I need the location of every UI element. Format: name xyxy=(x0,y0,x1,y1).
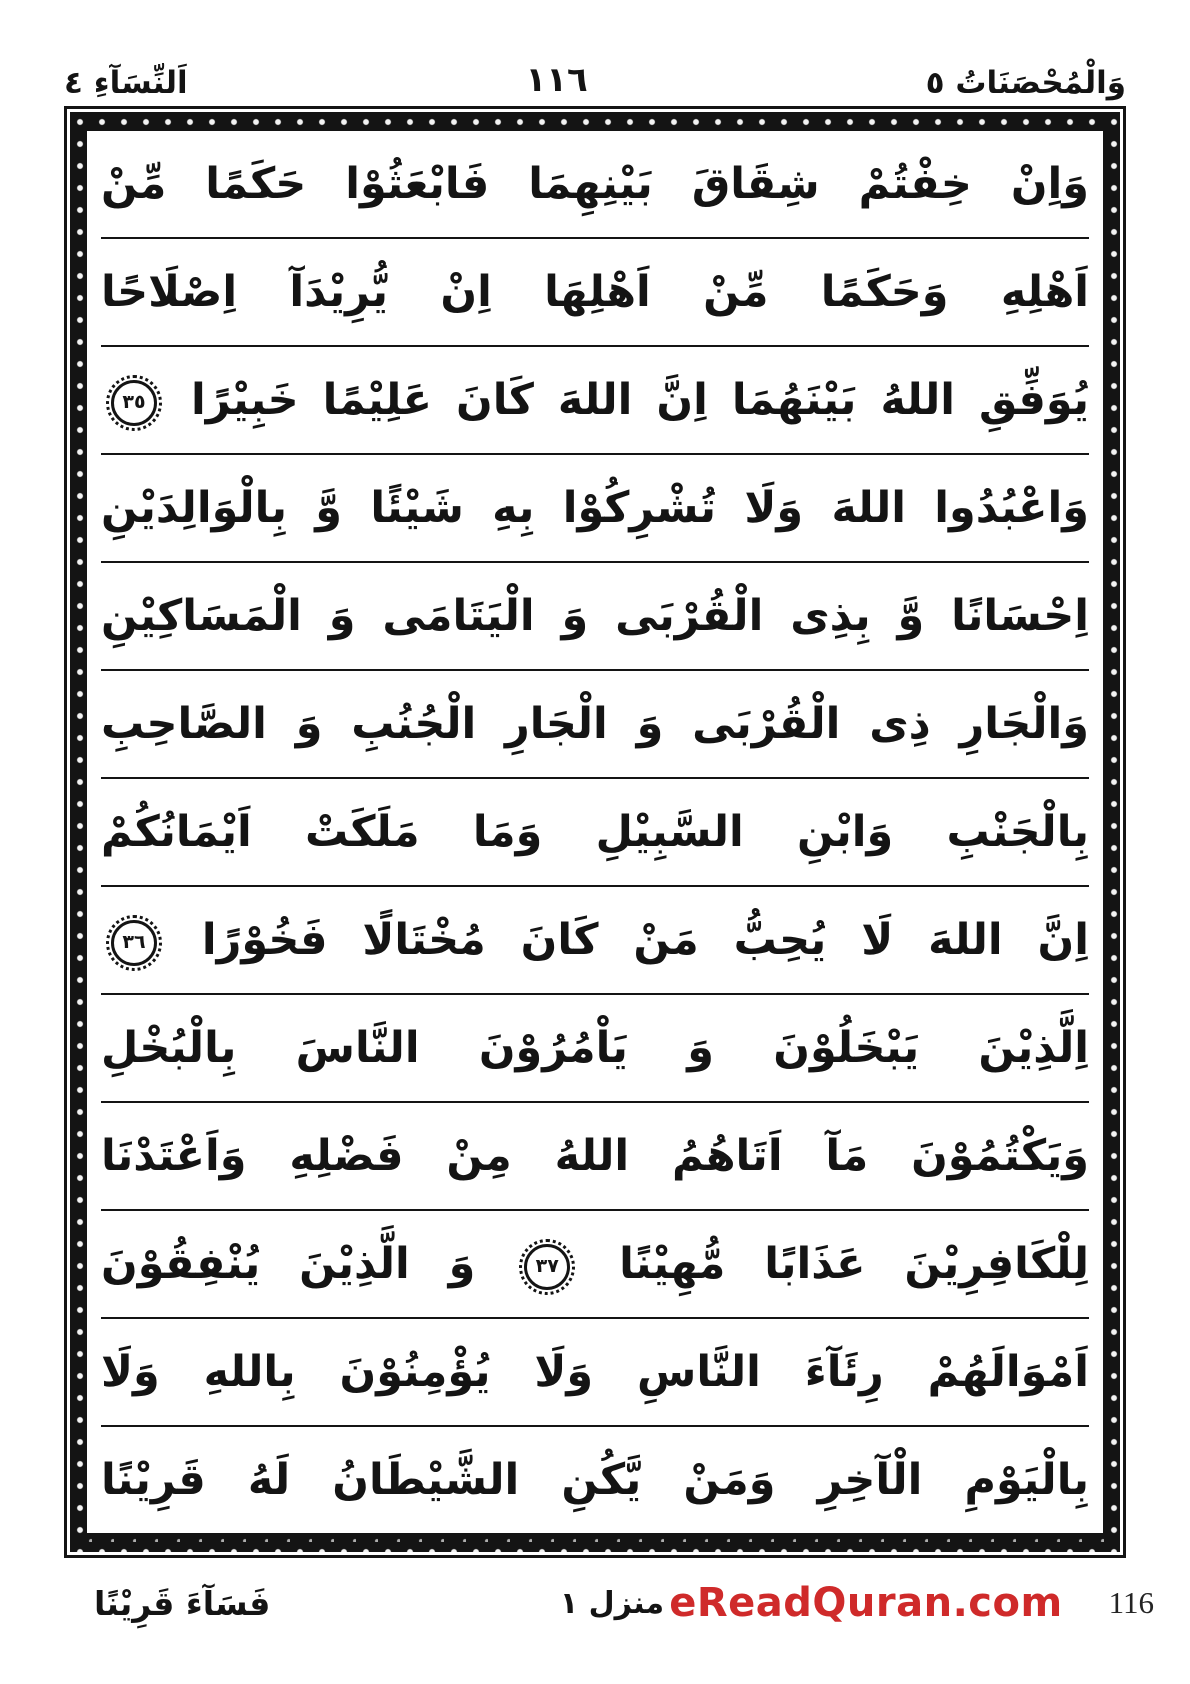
quran-text-line xyxy=(101,779,1089,887)
page-footer xyxy=(64,1568,1160,1638)
quran-text-segment: وَالْجَارِ ذِى الْقُرْبَى وَ الْجَارِ الْجُنُبِ وَ الصَّاحِبِ xyxy=(101,699,1089,749)
quran-text-segment: اَمْوَالَهُمْ رِئَآءَ النَّاسِ وَلَا يُؤْمِنُوْنَ بِاللهِ وَلَا xyxy=(101,1347,1089,1397)
quran-text-segment: وَ الَّذِيْنَ يُنْفِقُوْنَ xyxy=(101,1239,476,1289)
quran-text-segment: لِلْكَافِرِيْنَ عَذَابًا مُّهِيْنًا xyxy=(619,1239,1089,1289)
verse-end-marker: ٣٥ xyxy=(111,380,157,426)
catchword-label: فَسَآءَ قَرِيْنًا xyxy=(94,1583,271,1623)
quran-text-segment: اَهْلِهِ وَحَكَمًا مِّنْ اَهْلِهَا اِنْ يُّرِيْدَآ اِصْلَاحًا xyxy=(101,267,1089,317)
quran-text-line xyxy=(101,995,1089,1103)
quran-text-segment: اِلَّذِيْنَ يَبْخَلُوْنَ وَ يَاْمُرُوْنَ النَّاسَ بِالْبُخْلِ xyxy=(101,1023,1089,1073)
page-header xyxy=(64,34,1126,100)
quran-text-line xyxy=(101,131,1089,239)
juz-name-label: وَالْمُحْصَنَاتُ ٥ xyxy=(925,64,1126,101)
quran-text-segment: يُوَفِّقِ اللهُ بَيْنَهُمَا اِنَّ اللهَ كَانَ عَلِيْمًا خَبِيْرًا xyxy=(191,375,1089,425)
quran-text-segment: وَاِنْ خِفْتُمْ شِقَاقَ بَيْنِهِمَا فَابْعَثُوْا حَكَمًا مِّنْ xyxy=(101,159,1089,209)
quran-text-area xyxy=(85,129,1105,1535)
quran-text-segment: اِحْسَانًا وَّ بِذِى الْقُرْبَى وَ الْيَتَامَى وَ الْمَسَاكِيْنِ xyxy=(101,591,1089,641)
watermark-text: eReadQuran.com xyxy=(669,1580,1063,1626)
quran-text-line xyxy=(101,1319,1089,1427)
quran-text-segment: بِالْيَوْمِ الْآخِرِ وَمَنْ يَّكُنِ الشَّيْطَانُ لَهُ قَرِيْنًا xyxy=(101,1455,1089,1505)
quran-text-segment: بِالْجَنْبِ وَابْنِ السَّبِيْلِ وَمَا مَلَكَتْ اَيْمَانُكُمْ xyxy=(101,807,1089,857)
quran-frame xyxy=(64,106,1126,1558)
quran-text-segment: اِنَّ اللهَ لَا يُحِبُّ مَنْ كَانَ مُخْتَالًا فَخُوْرًا xyxy=(201,915,1089,965)
manzil-label: منزل ١ xyxy=(559,1585,665,1621)
quran-text-line xyxy=(101,671,1089,779)
frame-ornament-band xyxy=(70,112,1120,1552)
quran-text-segment: وَيَكْتُمُوْنَ مَآ اَتَاهُمُ اللهُ مِنْ فَضْلِهِ وَاَعْتَدْنَا xyxy=(101,1131,1089,1181)
quran-text-line xyxy=(101,239,1089,347)
page-number-top: ١١٦ xyxy=(525,60,588,100)
quran-text-segment: وَاعْبُدُوا اللهَ وَلَا تُشْرِكُوْا بِهِ شَيْئًا وَّ بِالْوَالِدَيْنِ xyxy=(101,483,1089,533)
surah-name-label: اَلنِّسَآءِ ٤ xyxy=(64,64,188,101)
quran-text-line xyxy=(101,1103,1089,1211)
quran-text-line xyxy=(101,563,1089,671)
quran-text-line xyxy=(101,887,1089,995)
footer-right-group xyxy=(669,1580,1160,1626)
verse-end-marker: ٣٧ xyxy=(524,1244,570,1290)
quran-text-line xyxy=(101,347,1089,455)
verse-end-marker: ٣٦ xyxy=(111,920,157,966)
quran-text-line xyxy=(101,1211,1089,1319)
page-number-bottom: 116 xyxy=(1108,1585,1154,1620)
quran-text-line xyxy=(101,455,1089,563)
quran-text-line xyxy=(101,1427,1089,1533)
